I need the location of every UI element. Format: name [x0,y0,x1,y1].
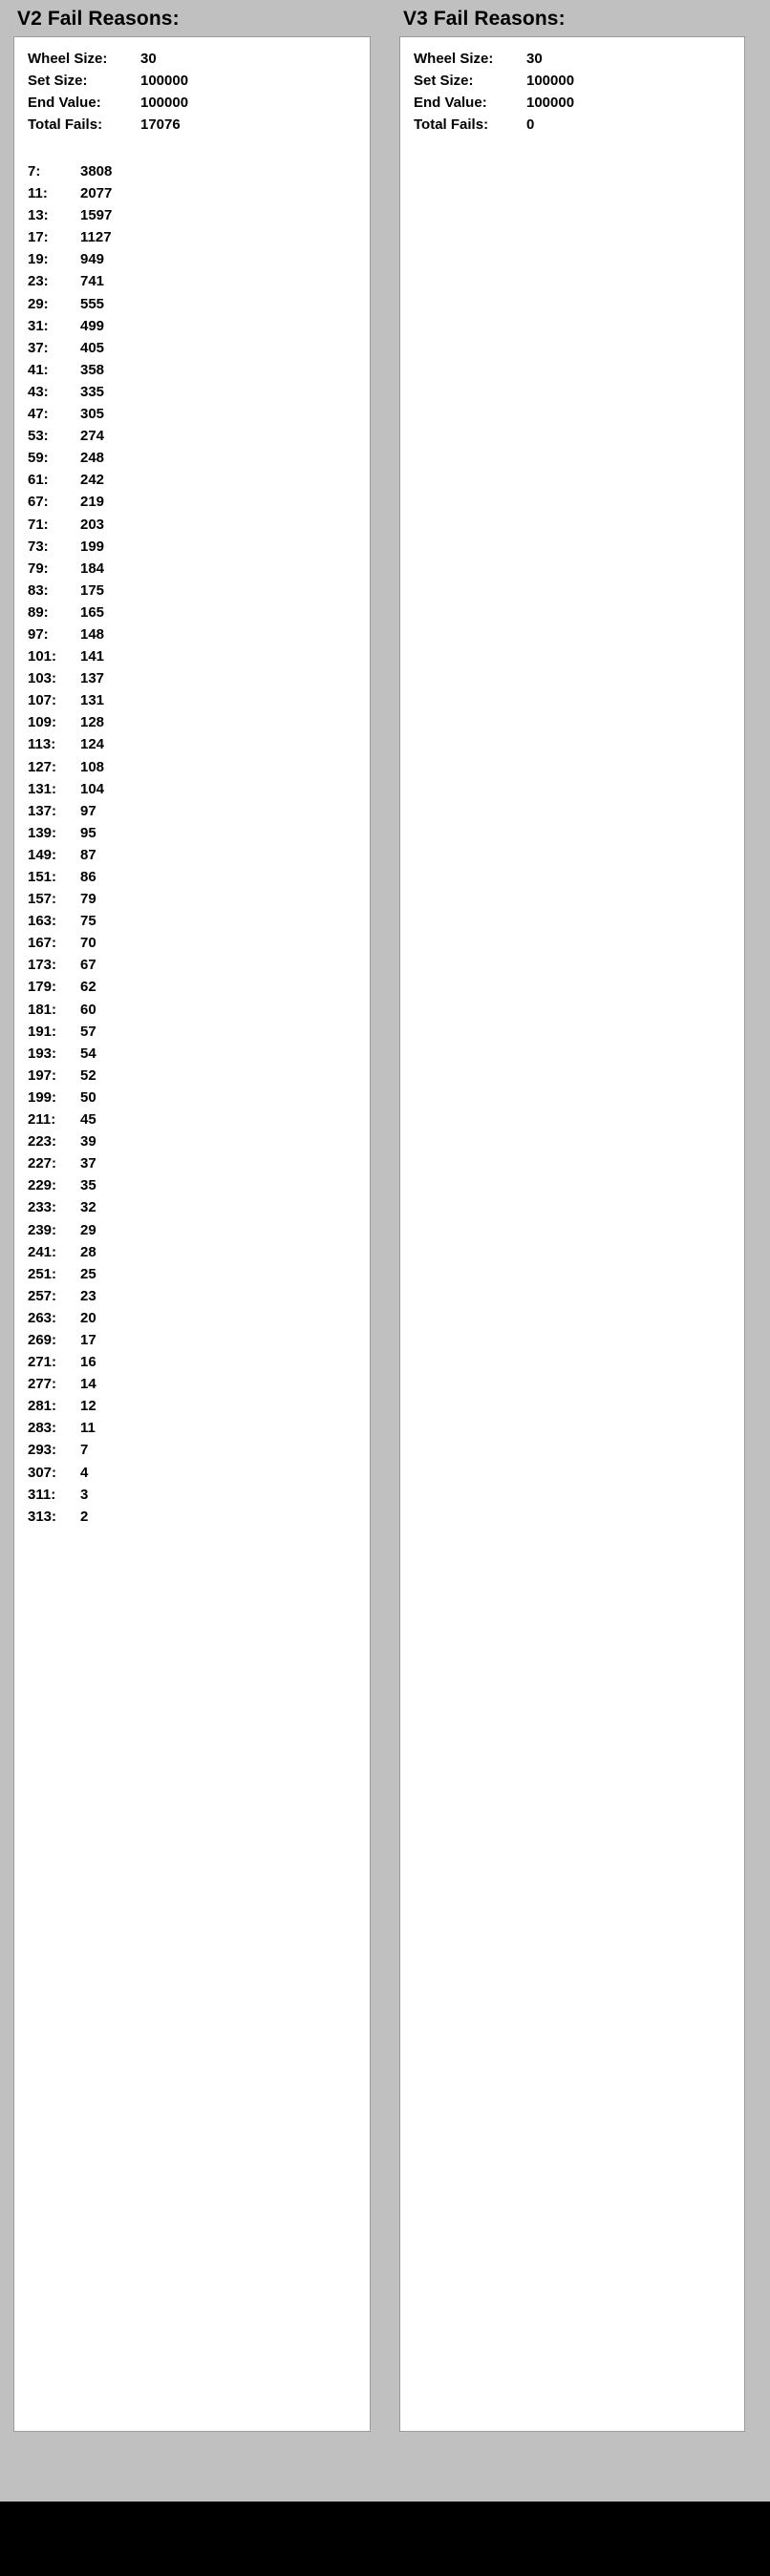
fail-row [28,1152,370,1174]
fail-count: 128 [80,714,105,731]
fail-key: 43: [28,383,49,400]
fail-row [28,403,370,425]
fail-key: 251: [28,1265,57,1282]
summary-label: Set Size: [28,73,88,89]
fail-count: 148 [80,625,105,643]
fail-key: 61: [28,472,49,489]
fail-key: 199: [28,1088,57,1106]
summary-label: Wheel Size: [28,51,108,67]
fail-row [28,1241,370,1263]
fail-count: 555 [80,295,105,312]
fail-count: 57 [80,1023,96,1040]
summary-row [414,92,744,114]
fail-key: 89: [28,603,49,621]
fail-count: 79 [80,891,96,908]
panel-v2-body [13,36,371,2432]
summary-value: 0 [526,116,535,133]
summary-label: Set Size: [414,73,474,89]
fail-key: 191: [28,1023,57,1040]
fail-row [28,800,370,822]
fail-row [28,1130,370,1152]
fail-key: 241: [28,1243,57,1260]
fail-count: 87 [80,846,96,863]
fail-count: 499 [80,317,105,334]
fail-count: 16 [80,1354,96,1371]
fail-count: 2077 [80,185,113,202]
fail-key: 13: [28,207,49,224]
fail-row [28,182,370,204]
fail-key: 113: [28,736,56,753]
fail-key: 271: [28,1354,57,1371]
fail-key: 109: [28,714,57,731]
fail-key: 11: [28,185,48,202]
fail-count: 97 [80,802,96,819]
fail-row [28,1484,370,1506]
fail-count: 405 [80,339,105,356]
summary-label: Wheel Size: [414,51,494,67]
summary-label: End Value: [414,95,487,111]
fail-key: 7: [28,163,41,179]
fail-count: 95 [80,824,96,841]
fail-row [28,1307,370,1329]
fail-row [28,1087,370,1109]
fail-row [28,1395,370,1417]
fail-key: 239: [28,1221,57,1238]
fail-row [28,469,370,491]
fail-key: 163: [28,913,57,930]
fail-key: 83: [28,581,49,599]
fail-row [28,711,370,733]
fail-count: 2 [80,1508,89,1525]
fail-count: 141 [80,648,105,665]
summary-value: 100000 [526,95,575,111]
fail-key: 59: [28,450,49,467]
fail-row [28,1174,370,1196]
fail-key: 293: [28,1442,57,1459]
fail-row [28,602,370,623]
fail-key: 233: [28,1199,57,1216]
fail-row [28,689,370,711]
fail-key: 313: [28,1508,57,1525]
fail-count: 75 [80,913,96,930]
fail-count: 70 [80,935,96,952]
fail-key: 283: [28,1420,57,1437]
summary-row [28,48,370,70]
fail-key: 167: [28,935,57,952]
fail-row [28,1263,370,1285]
fail-row [28,999,370,1021]
fail-key: 151: [28,869,57,885]
fail-key: 263: [28,1309,57,1326]
fail-row [28,270,370,292]
fail-key: 107: [28,692,57,709]
panel-v3 [385,0,770,2432]
fail-count: 12 [80,1398,96,1415]
fail-count: 62 [80,979,96,996]
fail-row [28,381,370,403]
summary-row [28,92,370,114]
fail-row [28,293,370,315]
fail-count: 52 [80,1066,96,1084]
fail-key: 227: [28,1155,57,1172]
fail-key: 281: [28,1398,57,1415]
fail-key: 37: [28,339,49,356]
summary-row [414,70,744,92]
fail-count: 203 [80,516,105,533]
panel-v2-title: V2 Fail Reasons: [17,8,180,30]
summary-label: End Value: [28,95,101,111]
fail-key: 71: [28,516,49,533]
fail-row [28,1417,370,1439]
fail-count: 45 [80,1111,96,1129]
fail-row [28,976,370,998]
fail-row [28,778,370,800]
fail-key: 103: [28,670,57,687]
fail-row [28,1439,370,1461]
fail-count: 25 [80,1265,96,1282]
fail-count: 124 [80,736,105,753]
summary-value: 30 [140,51,157,67]
fail-row [28,1219,370,1241]
fail-count: 50 [80,1088,96,1106]
summary-value: 17076 [140,116,181,133]
fail-key: 31: [28,317,49,334]
fail-row [28,1329,370,1351]
fail-key: 97: [28,625,49,643]
fail-count: 1127 [80,229,112,246]
fail-count: 1597 [80,207,113,224]
fail-count: 67 [80,957,96,974]
panel-v2 [0,0,385,2432]
fail-row [28,558,370,580]
fail-count: 242 [80,472,105,489]
fail-key: 101: [28,648,57,665]
fail-key: 223: [28,1133,57,1151]
fail-count: 3808 [80,163,113,179]
fail-key: 131: [28,780,57,797]
summary-value: 100000 [140,73,189,89]
fail-key: 23: [28,273,49,290]
fail-count: 86 [80,869,96,885]
fail-row [28,580,370,602]
fail-count: 184 [80,560,105,577]
fail-row [28,226,370,248]
fail-count: 29 [80,1221,96,1238]
summary-list-spacer [28,136,370,160]
fail-count: 199 [80,538,105,555]
fail-row [28,1373,370,1395]
fail-key: 173: [28,957,57,974]
fail-row [28,733,370,755]
summary-row [414,48,744,70]
fail-key: 229: [28,1177,57,1194]
fail-row [28,844,370,866]
fail-key: 19: [28,251,49,268]
fail-row [28,1196,370,1218]
fail-count: 11 [80,1420,96,1437]
summary-list-spacer [414,136,744,160]
fail-count: 37 [80,1155,96,1172]
fail-row [28,1109,370,1130]
fail-row [28,514,370,536]
fail-count: 23 [80,1287,96,1304]
fail-row [28,425,370,447]
summary-value: 30 [526,51,543,67]
fail-key: 269: [28,1331,57,1348]
fail-key: 137: [28,802,57,819]
fail-key: 139: [28,824,57,841]
fail-count: 165 [80,603,105,621]
fail-row [28,315,370,337]
fail-count: 7 [80,1442,89,1459]
fail-count: 305 [80,406,105,423]
fail-row [28,204,370,226]
fail-count: 14 [80,1376,96,1393]
fail-key: 257: [28,1287,57,1304]
fail-key: 17: [28,229,49,246]
fail-count: 949 [80,251,105,268]
fail-count: 20 [80,1309,96,1326]
fail-count: 358 [80,361,105,378]
fail-row [28,822,370,844]
fail-key: 149: [28,846,57,863]
fail-key: 127: [28,758,57,775]
fail-count: 39 [80,1133,96,1151]
fail-key: 211: [28,1111,56,1129]
fail-key: 311: [28,1486,56,1503]
fail-count: 335 [80,383,105,400]
fail-row [28,1351,370,1373]
fail-row [28,932,370,954]
fail-row [28,491,370,513]
fail-row [28,1043,370,1065]
fail-key: 179: [28,979,57,996]
fail-row [28,866,370,888]
fail-key: 41: [28,361,49,378]
fail-count: 274 [80,428,105,445]
fail-count: 104 [80,780,105,797]
fail-row [28,667,370,689]
fail-row [28,359,370,381]
fail-count: 60 [80,1001,96,1018]
fail-row [28,1021,370,1043]
fail-row [28,623,370,645]
fail-row [28,1506,370,1528]
fail-count: 17 [80,1331,96,1348]
fail-row [28,645,370,667]
fail-count: 35 [80,1177,96,1194]
panel-v3-body [399,36,745,2432]
fail-row [28,447,370,469]
summary-row [414,114,744,136]
bottom-strip [0,2502,770,2576]
fail-key: 307: [28,1464,57,1481]
fail-count: 3 [80,1486,89,1503]
fail-count: 108 [80,758,105,775]
fail-row [28,337,370,359]
fail-count: 54 [80,1045,96,1062]
fail-row [28,756,370,778]
fail-row [28,910,370,932]
summary-label: Total Fails: [414,116,489,133]
fail-count: 131 [80,692,105,709]
fail-key: 79: [28,560,49,577]
fail-row [28,1065,370,1087]
fail-count: 741 [80,273,105,290]
fail-key: 277: [28,1376,57,1393]
fail-key: 181: [28,1001,57,1018]
summary-row [28,114,370,136]
fail-key: 67: [28,494,49,511]
fail-count: 248 [80,450,105,467]
fail-key: 53: [28,428,49,445]
fail-count: 219 [80,494,105,511]
fail-key: 157: [28,891,57,908]
fail-row [28,888,370,910]
fail-count: 32 [80,1199,96,1216]
fail-count: 4 [80,1464,89,1481]
fail-key: 29: [28,295,49,312]
fail-row [28,1285,370,1307]
fail-row [28,248,370,270]
summary-label: Total Fails: [28,116,103,133]
fail-row [28,160,370,182]
summary-value: 100000 [526,73,575,89]
summary-value: 100000 [140,95,189,111]
fail-count: 137 [80,670,105,687]
fail-row [28,536,370,558]
fail-count: 28 [80,1243,96,1260]
fail-row [28,1462,370,1484]
fail-row [28,954,370,976]
panel-v3-title: V3 Fail Reasons: [403,8,566,30]
fail-key: 47: [28,406,49,423]
summary-row [28,70,370,92]
fail-key: 197: [28,1066,57,1084]
fail-key: 193: [28,1045,57,1062]
fail-key: 73: [28,538,49,555]
fail-count: 175 [80,581,105,599]
